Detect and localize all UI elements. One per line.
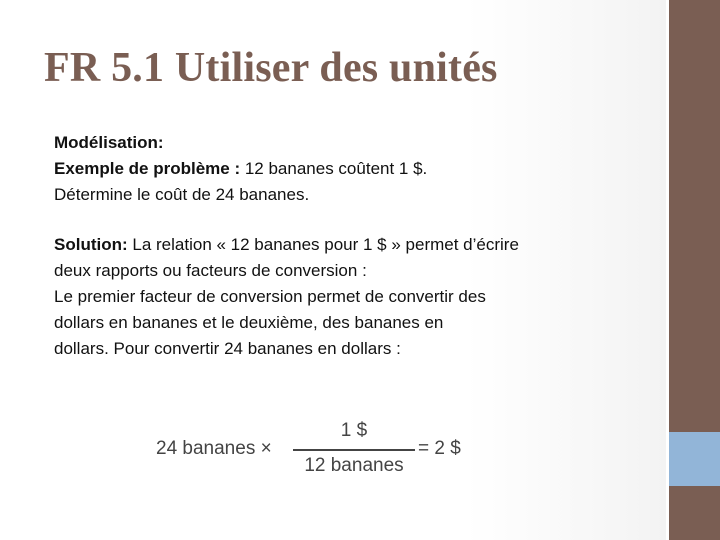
slide-title: FR 5.1 Utiliser des unités (44, 45, 498, 91)
side-accent-blue (669, 432, 720, 486)
modelisation-line (54, 130, 654, 156)
slide-body (54, 130, 654, 362)
solution-line-3: Le premier facteur de conversion permet de convertir des (54, 287, 486, 306)
paragraph-gap (54, 208, 654, 232)
equation-left: 24 bananes × (156, 438, 272, 459)
solution-line-2: deux rapports ou facteurs de conversion : (54, 261, 367, 280)
fraction-bar (293, 449, 415, 451)
example-line (54, 156, 654, 182)
modelisation-label: Modélisation: (54, 133, 164, 152)
solution-line-1 (54, 232, 654, 258)
equation-result: = 2 $ (418, 438, 461, 459)
example-label: Exemple de problème : (54, 159, 241, 178)
solution-line-4: dollars en bananes et le deuxième, des bananes en (54, 313, 444, 332)
side-accent-brown-top (669, 0, 720, 432)
equation-fraction (293, 418, 415, 482)
example-text: 12 bananes coûtent 1 $. (240, 159, 428, 178)
solution-text-1: La relation « 12 bananes pour 1 $ » permet d’écrire (127, 235, 519, 254)
conversion-equation (150, 418, 480, 488)
equation-numerator: 1 $ (340, 420, 368, 441)
solution-label: Solution: (54, 235, 128, 254)
example-question: Détermine le coût de 24 bananes. (54, 185, 310, 204)
side-accent-brown-bottom (669, 486, 720, 540)
solution-line-5: dollars. Pour convertir 24 bananes en dollars : (54, 339, 401, 358)
equation-denominator: 12 bananes (304, 455, 404, 476)
